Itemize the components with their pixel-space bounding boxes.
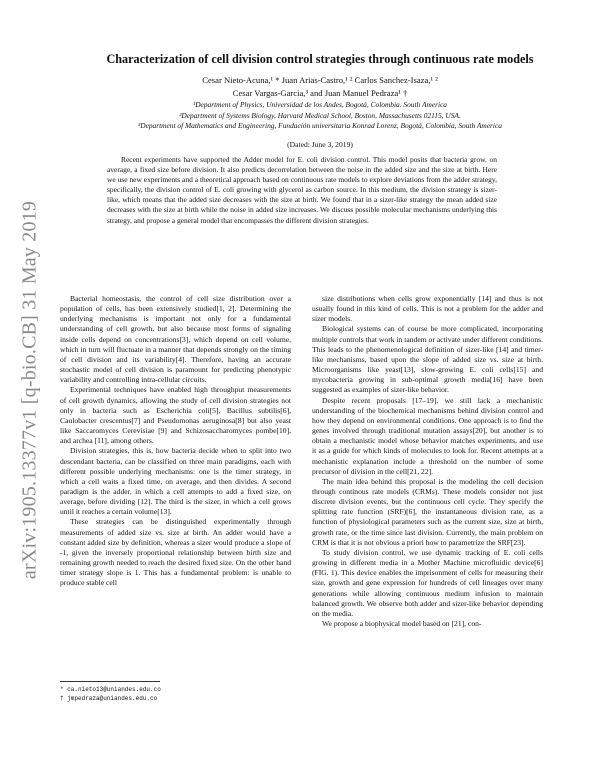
paragraph: Bacterial homeostasis, the control of cell size distribution over a population of cells, has been extensively studied[1, 2]. Determining the underlying mechanisms is important not only for a fundamental understanding of cell growth, but also because most forms of signaling inside cells depend on concentrations[3], which depend on cell volume, which in turn will fluctuate in a manner that depends strongly on the timing of cell division and its variability[4]. Therefore, having an accurate stochastic model of cell division is paramount for predicting phenotypic variability and controlling intra-cellular circuits. [60, 294, 291, 385]
paragraph: Division strategies, this is, how bacteria decide when to split into two descendant bacteria, can be classified on three main paradigms, each with different possible underlying mechanisms: one is the timer strategy, in which a cell waits a fixed time, on average, and then divides. A second paradigm is the adder, in which a cell attempts to add a fixed size, on average, before dividing [12]. The third is the sizer, in which a cell grows until it reaches a certain volume[13]. [60, 446, 291, 517]
paragraph: Biological systems can of course be more complicated, incorporating multiple controls that work in tandem or activate under different conditions. This leads to the phenomenological definition of sizer-like [14] and timer-like mechanisms, based upon the slope of added size vs. size at birth. Microorganisms like yeast[13], slow-growing E. coli cells[15] and mycobacteria growing in sub-optimal growth media[16] have been suggested as examples of sizer-like behavior. [312, 324, 543, 395]
affiliation-3: ³Department of Mathematics and Engineering, Fundación universitaria Konrad Lorenz, Bogotá, Colombia, South America [138, 121, 502, 130]
paragraph: These strategies can be distinguished experimentally through measurements of added size vs. size at birth. An adder would have a constant added size by definition, whereas a sizer would produce a slope of -1, given the inversely proportional relationship between birth size and remaining growth needed to reach the desired fixed size. On the other hand timer strategy slope is 1. This has a fundamental problem: is unable to produce stable cell [60, 517, 291, 588]
author-list [60, 74, 580, 99]
paragraph: Despite recent proposals [17–19], we still lack a mechanistic understanding of the biochemical mechanisms behind division control and how they depend on environmental conditions. One approach is to find the genes involved through traditional mutation assays[20], but another is to obtain a mechanistic model whose behavior matches experiments, and use it as a guide for which kinds of molecules to look for. Recent attempts at a mechanistic explanation include a threshold on the number of some precursor of division in the cell[21, 22]. [312, 395, 543, 476]
date-line: (Dated: June 3, 2019) [287, 140, 353, 149]
paragraph: Experimental techniques have enabled high throughput measurements of cell growth dynamics, allowing the study of cell division strategies not only in bacteria such as Escherichia coli[5], Bacillus subtilis[6], Caulobacter crescentus[7] and Pseudomonas aeruginosa[8] but also yeast like Saccaromyces Cerevisiae [9] and Schizosaccharomyces pombe[10], and archea [11], among others. [60, 385, 291, 446]
authors-line-2: Cesar Vargas-Garcia,³ and Juan Manuel Pedraza¹ † [232, 87, 408, 98]
paper-title: Characterization of cell division control strategies through continuous rate models [106, 52, 534, 66]
footnote-email-1: * ca.nieto13@uniandes.edu.co [60, 686, 161, 693]
footnote-email-2: † jmpedraza@uniandes.edu.co [60, 694, 158, 702]
affiliations [60, 100, 580, 132]
arxiv-stamp [4, 180, 56, 600]
footnotes [60, 686, 291, 703]
footnote-rule [60, 681, 160, 682]
left-column [60, 294, 291, 589]
arxiv-stamp-text: arXiv:1905.13377v1 [q-bio.CB] 31 May 2019 [18, 200, 41, 580]
right-column [312, 294, 543, 629]
affiliation-2: ²Department of Systems Biology, Harvard Medical School, Boston, Massachusetts 02115, USA. [179, 110, 461, 120]
paragraph: size distributions when cells grow exponentially [14] and thus is not usually found in this kind of cells. This is not a problem for the adder and sizer models. [312, 294, 543, 324]
abstract: Recent experiments have supported the Adder model for E. coli division control. This model posits that bacteria grow, on average, a fixed size before division. It also predicts decorrelation between the noise in the added size and the size at birth. Here we use new experiments and a theoretical approach based on continuous rate models to explore deviations from the adder strategy, specifically, the division control of E. coli growing with glycerol as carbon source. In this medium, the division strategy is sizer-like, which means that the added size decreases with the size at birth. We found that in a sizer-like strategy the mean added size decreases with the size at birth while the noise in added size increases. We discuss possible molecular mechanisms underlying this strategy, and propose a general model that encompasses the different division strategies. [107, 155, 497, 225]
paragraph: We propose a biophysical model based on [21], con- [322, 619, 482, 628]
paragraph: To study division control, we use dynamic tracking of E. coli cells growing in different media in a Mother Machine microfluidic device[6] (FIG. 1). This device enables the imprisonment of cells for measuring their size, growth and gene expression for hundreds of cell lineages over many generations while allowing continuous medium infusion to maintain balanced growth. We observe both adder and sizer-like behavior depending on the media. [312, 547, 543, 618]
authors-line-1: Cesar Nieto-Acuna,¹ * Juan Arias-Castro,¹ ² Carlos Sanchez-Isaza,¹ ² [202, 75, 438, 85]
paragraph: The main idea behind this proposal is the modeling the cell decision through continous rate models (CRMs). These models consider not just discrete division events, but the continuous cell cycle. They specify the splitting rate function (SRF)[6], the instantaneous division rate, as a function of physiological parameters such as the current size, size at birth, growth rate, or the time since last division. Currently, the main problem on CRM is that it is not obvious a priori how to parametrize the SRF[23]. [312, 476, 543, 547]
affiliation-1: ¹Department of Physics, Universidad de los Andes, Bogotá, Colombia. South America [192, 100, 448, 109]
